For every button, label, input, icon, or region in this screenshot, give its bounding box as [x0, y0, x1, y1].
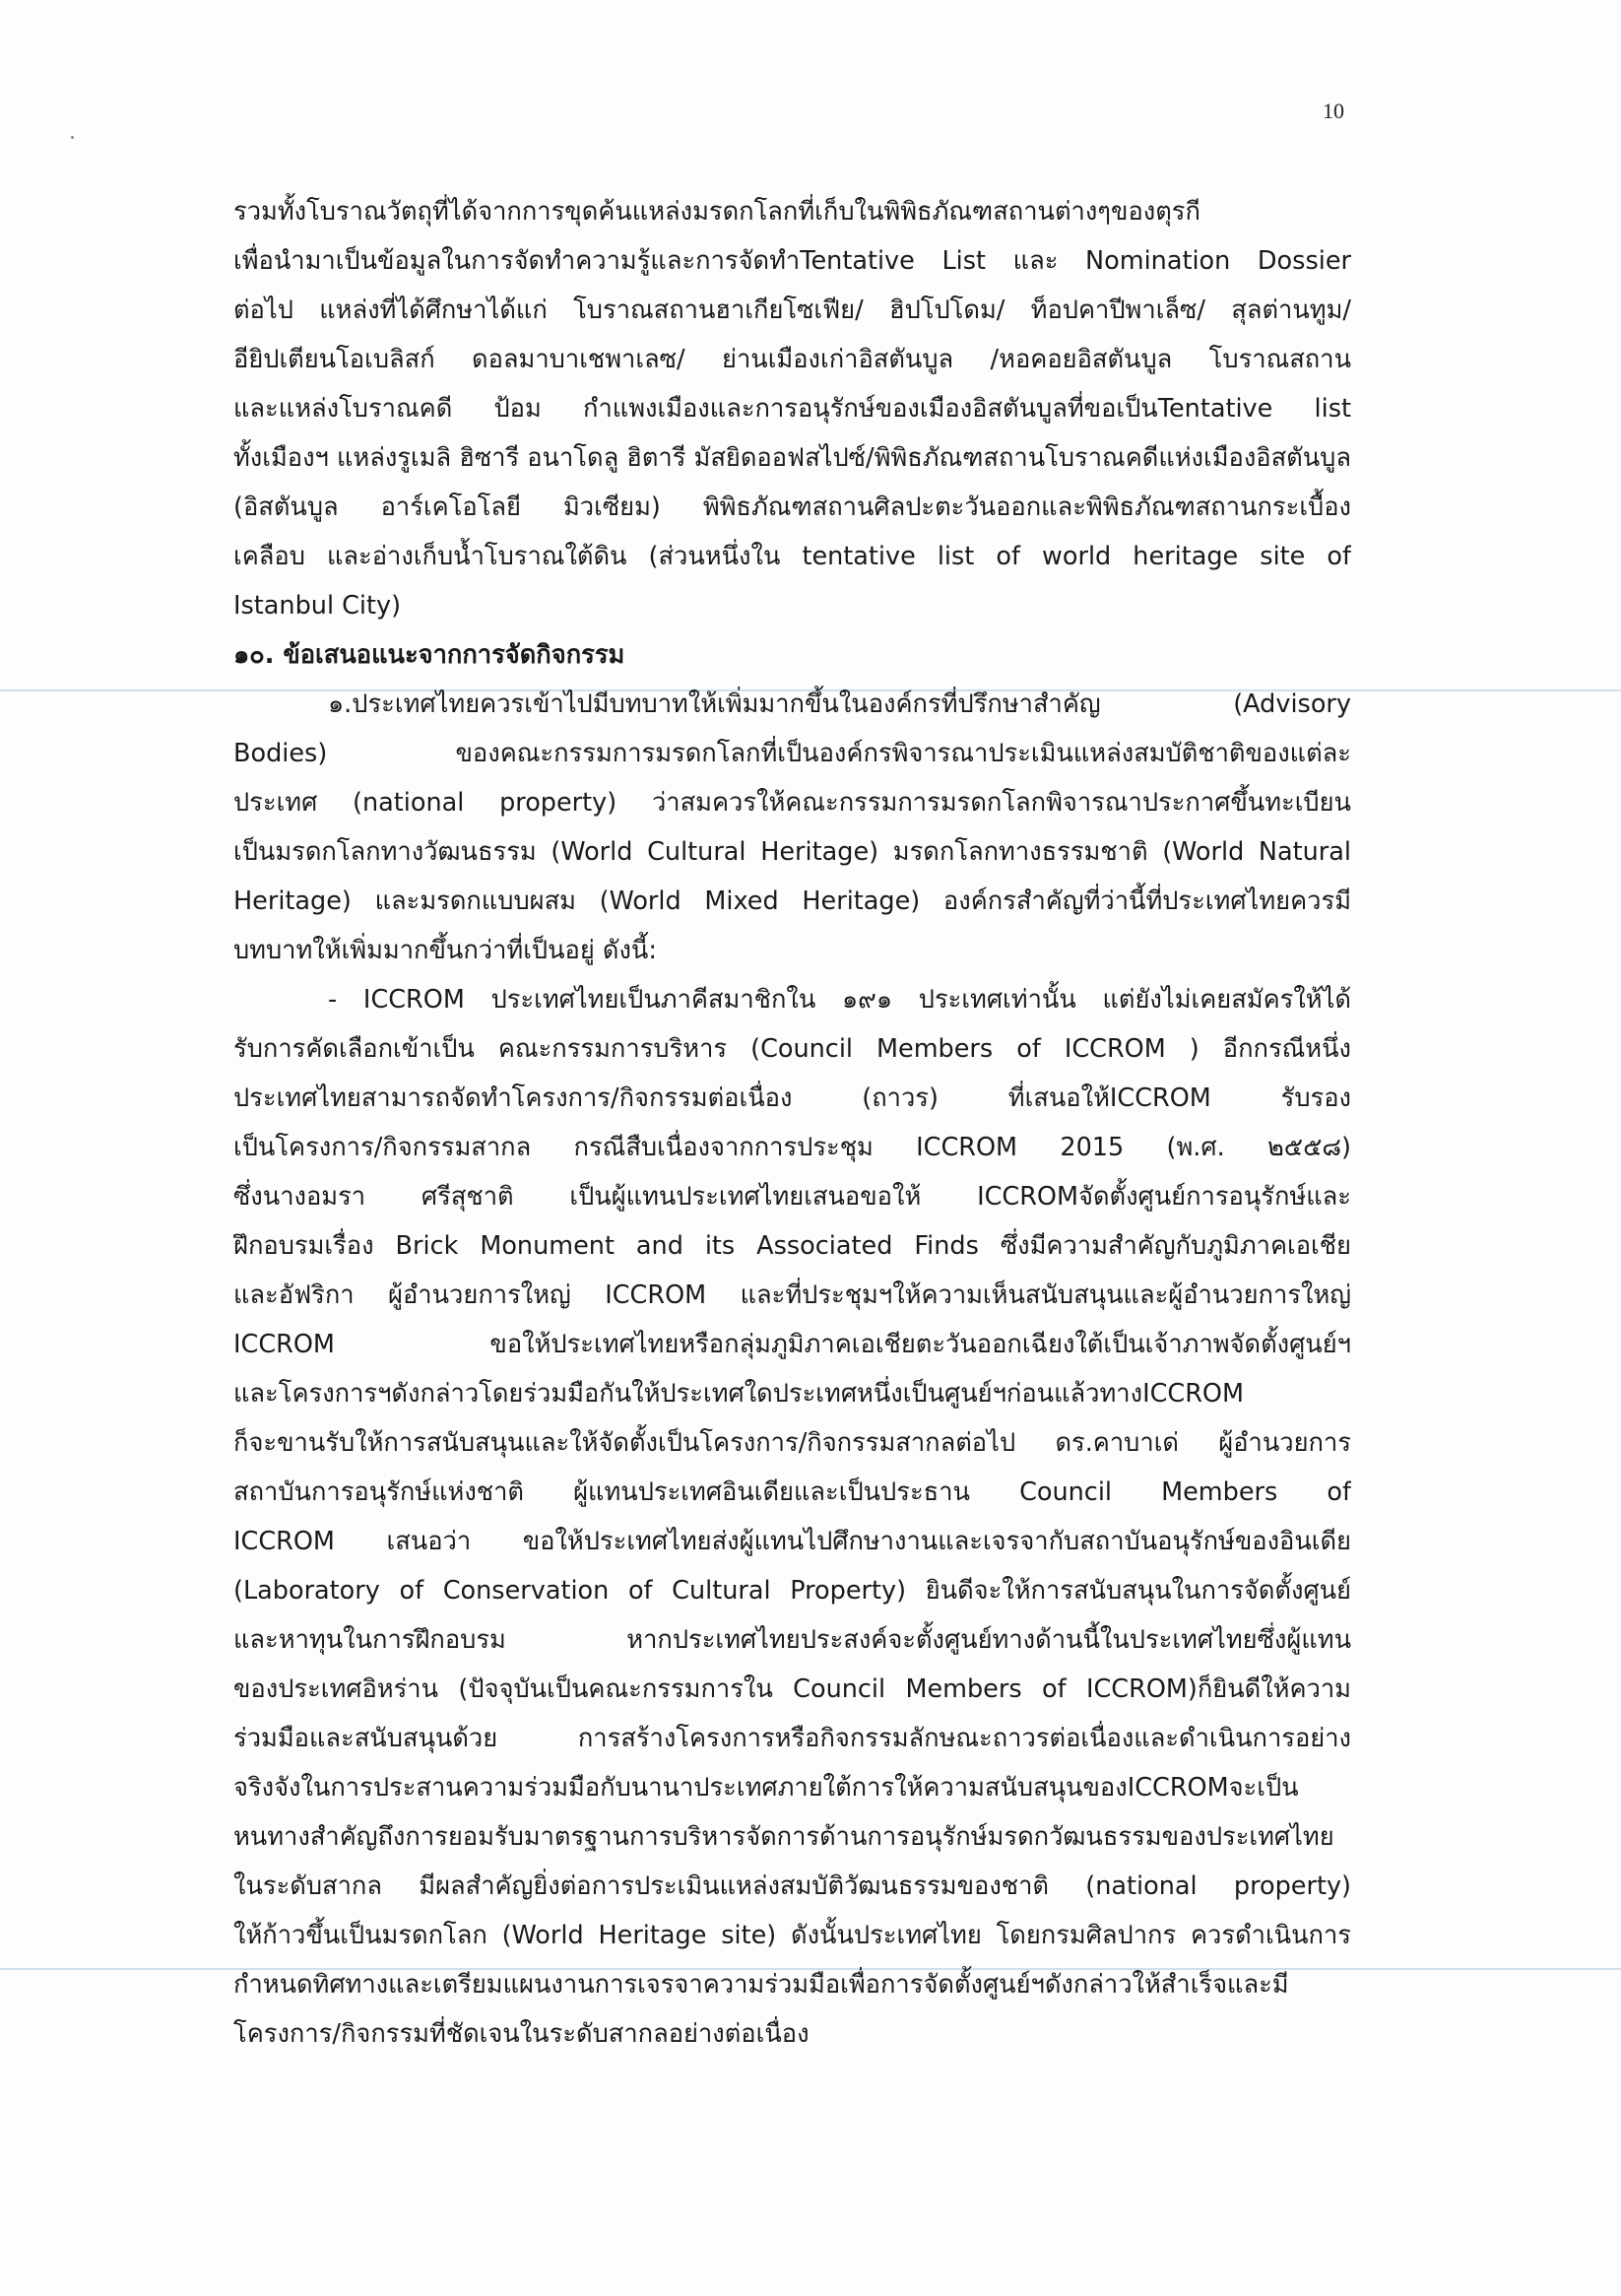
scan-speck — [71, 136, 74, 139]
text-line: เป็นมรดกโลกทางวัฒนธรรม (World Cultural Heritage) มรดกโลกทางธรรมชาติ (World Natural — [233, 837, 1351, 867]
text-line: หนทางสำคัญถึงการยอมรับมาตรฐานการบริหารจัดการด้านการอนุรักษ์มรดกวัฒนธรรมของประเทศไทย — [233, 1822, 1334, 1852]
text-line: (อิสตันบูล อาร์เคโอโลยี มิวเซียม) พิพิธภัณฑสถานศิลปะตะวันออกและพิพิธภัณฑสถานกระเบื้อง — [233, 492, 1351, 522]
section-heading: ๑๐. ข้อเสนอแนะจากการจัดกิจกรรม — [233, 640, 625, 670]
body-text — [233, 187, 1351, 2059]
text-line: เป็นโครงการ/กิจกรรมสากล กรณีสืบเนื่องจากการประชุม ICCROM 2015 (พ.ศ. ๒๕๕๘) — [233, 1133, 1351, 1162]
text-line: สถาบันการอนุรักษ์แห่งชาติ ผู้แทนประเทศอินเดียและเป็นประธาน Council Members of — [233, 1477, 1351, 1507]
text-line: รวมทั้งโบราณวัตถุที่ได้จากการขุดค้นแหล่งมรดกโลกที่เก็บในพิพิธภัณฑสถานต่างๆของตุรกี — [233, 197, 1200, 227]
text-line: ๑.ประเทศไทยควรเข้าไปมีบทบาทให้เพิ่มมากขึ้นในองค์กรที่ปรึกษาสำคัญ (Advisory — [328, 689, 1351, 719]
text-line: และโครงการฯดังกล่าวโดยร่วมมือกันให้ประเทศใดประเทศหนึ่งเป็นศูนย์ฯก่อนแล้วทางICCROM — [233, 1379, 1244, 1409]
text-line: กำหนดทิศทางและเตรียมแผนงานการเจรจาความร่วมมือเพื่อการจัดตั้งศูนย์ฯดังกล่าวให้สำเร็จและมี — [233, 1970, 1289, 2000]
text-line: และแหล่งโบราณคดี ป้อม กำแพงเมืองและการอนุรักษ์ของเมืองอิสตันบูลที่ขอเป็นTentative list — [233, 394, 1351, 424]
text-line: Bodies) ของคณะกรรมการมรดกโลกที่เป็นองค์กรพิจารณาประเมินแหล่งสมบัติชาติของแต่ละ — [233, 739, 1351, 768]
text-line: จริงจังในการประสานความร่วมมือกับนานาประเทศภายใต้การให้ความสนับสนุนของICCROMจะเป็น — [233, 1773, 1299, 1803]
text-line: ก็จะขานรับให้การสนับสนุนและให้จัดตั้งเป็นโครงการ/กิจกรรมสากลต่อไป ดร.คาบาเด่ ผู้อำนวยการ — [233, 1428, 1351, 1458]
text-line: ให้ก้าวขึ้นเป็นมรดกโลก (World Heritage site) ดังนั้นประเทศไทย โดยกรมศิลปากร ควรดำเนินการ — [233, 1921, 1351, 1950]
text-line: โครงการ/กิจกรรมที่ชัดเจนในระดับสากลอย่างต่อเนื่อง — [233, 2019, 810, 2049]
text-line: ICCROM เสนอว่า ขอให้ประเทศไทยส่งผู้แทนไปศึกษางานและเจรจากับสถาบันอนุรักษ์ของอินเดีย — [233, 1527, 1351, 1556]
text-line: - ICCROM ประเทศไทยเป็นภาคีสมาชิกใน ๑๙๑ ประเทศเท่านั้น แต่ยังไม่เคยสมัครให้ได้ — [328, 985, 1351, 1015]
text-line: Istanbul City) — [233, 591, 402, 621]
text-line: (Laboratory of Conservation of Cultural Property) ยินดีจะให้การสนับสนุนในการจัดตั้งศูนย์ — [233, 1576, 1351, 1606]
paragraph-2 — [233, 680, 1351, 975]
text-line: รับการคัดเลือกเข้าเป็น คณะกรรมการบริหาร (Council Members of ICCROM ) อีกกรณีหนึ่ง — [233, 1034, 1351, 1064]
text-line: เคลือบ และอ่างเก็บน้ำโบราณใต้ดิน (ส่วนหนึ่งใน tentative list of world heritage site of — [233, 542, 1351, 571]
text-line: ICCROM ขอให้ประเทศไทยหรือกลุ่มภูมิภาคเอเชียตะวันออกเฉียงใต้เป็นเจ้าภาพจัดตั้งศูนย์ฯ — [233, 1330, 1351, 1359]
paragraph-1 — [233, 187, 1351, 630]
text-line: ประเทศ (national property) ว่าสมควรให้คณะกรรมการมรดกโลกพิจารณาประกาศขึ้นทะเบียน — [233, 788, 1351, 818]
text-line: อียิปเตียนโอเบลิสก์ ดอลมาบาเชพาเลซ/ ย่านเมืองเก่าอิสตันบูล /หอคอยอิสตันบูล โบราณสถาน — [233, 345, 1351, 374]
text-line: ต่อไป แหล่งที่ได้ศึกษาได้แก่ โบราณสถานฮาเกียโซเฟีย/ ฮิปโปโดม/ ท็อปคาปีพาเล็ซ/ สุลต่านทูม/ — [233, 295, 1351, 325]
text-line: และหาทุนในการฝึกอบรม หากประเทศไทยประสงค์จะตั้งศูนย์ทางด้านนี้ในประเทศไทยซึ่งผู้แทน — [233, 1625, 1351, 1655]
text-line: ของประเทศอิหร่าน (ปัจจุบันเป็นคณะกรรมการใน Council Members of ICCROM)ก็ยินดีให้ความ — [233, 1674, 1351, 1704]
text-line: ประเทศไทยสามารถจัดทำโครงการ/กิจกรรมต่อเนื่อง (ถาวร) ที่เสนอให้ICCROM รับรอง — [233, 1083, 1351, 1113]
paragraph-3 — [233, 975, 1351, 2059]
text-line: บทบาทให้เพิ่มมากขึ้นกว่าที่เป็นอยู่ ดังนี้: — [233, 936, 657, 965]
text-line: Heritage) และมรดกแบบผสม (World Mixed Heritage) องค์กรสำคัญที่ว่านี้ที่ประเทศไทยควรมี — [233, 886, 1351, 916]
text-line: เพื่อนำมาเป็นข้อมูลในการจัดทำความรู้และการจัดทำTentative List และ Nomination Dossier — [233, 246, 1351, 276]
text-line: และอัฟริกา ผู้อำนวยการใหญ่ ICCROM และที่ประชุมฯให้ความเห็นสนับสนุนและผู้อำนวยการใหญ่ — [233, 1280, 1351, 1310]
text-line: ฝึกอบรมเรื่อง Brick Monument and its Associated Finds ซึ่งมีความสำคัญกับภูมิภาคเอเชีย — [233, 1231, 1351, 1261]
text-line: ซึ่งนางอมรา ศรีสุชาติ เป็นผู้แทนประเทศไทยเสนอขอให้ ICCROMจัดตั้งศูนย์การอนุรักษ์และ — [233, 1182, 1351, 1212]
text-line: ร่วมมือและสนับสนุนด้วย การสร้างโครงการหรือกิจกรรมลักษณะถาวรต่อเนื่องและดำเนินการอย่าง — [233, 1724, 1351, 1753]
text-line: ทั้งเมืองฯ แหล่งรูเมลิ ฮิซารี อนาโดลู ฮิตารี มัสยิดออฟสไปซ์/พิพิธภัณฑสถานโบราณคดีแห่งเมืองอิสตันบูล — [233, 443, 1351, 473]
page-number: 10 — [1323, 98, 1344, 123]
text-line: ในระดับสากล มีผลสำคัญยิ่งต่อการประเมินแหล่งสมบัติวัฒนธรรมของชาติ (national property) — [233, 1871, 1351, 1901]
